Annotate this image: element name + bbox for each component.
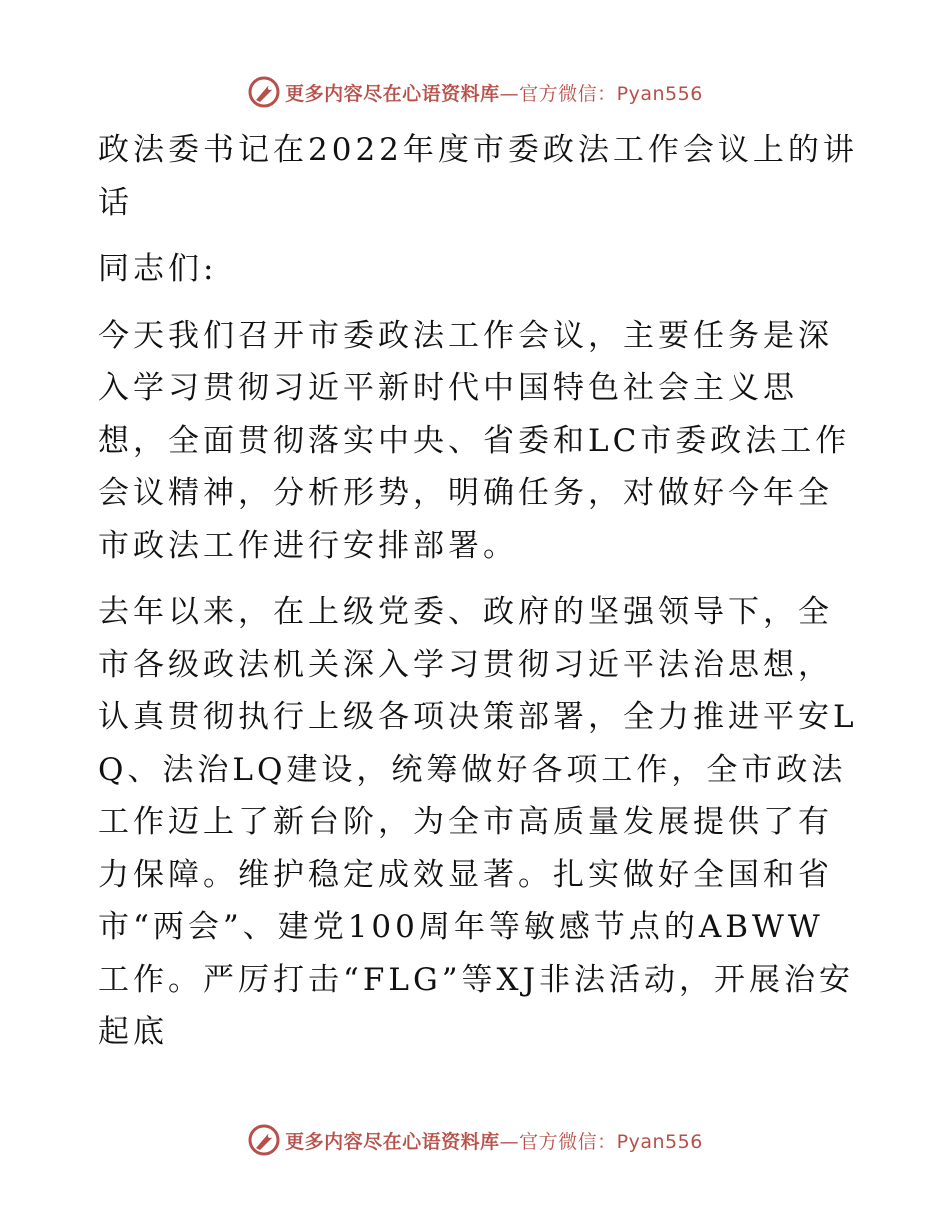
watermark-separator: — bbox=[499, 1130, 520, 1153]
watermark-text bbox=[285, 79, 703, 106]
watermark-suffix-text: 官方微信：Pyan556 bbox=[519, 82, 703, 105]
watermark-main-text: 更多内容尽在心语资料库 bbox=[285, 82, 500, 105]
paragraph-2: 去年以来，在上级党委、政府的坚强领导下，全市各级政法机关深入学习贯彻习近平法治思想，认真贯彻执行上级各项决策部署，全力推进平安LQ、法治LQ建设，统筹做好各项工作，全市政法工作迈上了新台阶，为全市高质量发展提供了有力保障。维护稳定成效显著。扎实做好全国和省市“两会”、建党100周年等敏感节点的ABWW工作。严厉打击“FLG”等XJ非法活动，开展治安起底 bbox=[98, 594, 858, 1050]
document-title: 政法委书记在2022年度市委政法工作会议上的讲话 bbox=[98, 132, 858, 221]
watermark-suffix-text: 官方微信：Pyan556 bbox=[519, 1130, 703, 1153]
watermark-separator: — bbox=[499, 82, 520, 105]
paragraph-1: 今天我们召开市委政法工作会议，主要任务是深入学习贯彻习近平新时代中国特色社会主义思想，全面贯彻落实中央、省委和LC市委政法工作会议精神，分析形势，明确任务，对做好今年全市政法工作进行安排部署。 bbox=[98, 317, 851, 564]
watermark-text bbox=[285, 1127, 703, 1154]
pen-nib-logo-icon bbox=[247, 1123, 281, 1157]
watermark-header bbox=[0, 72, 950, 112]
watermark-footer bbox=[0, 1120, 950, 1160]
document-body bbox=[98, 124, 858, 1073]
watermark-main-text: 更多内容尽在心语资料库 bbox=[285, 1130, 500, 1153]
pen-nib-logo-icon bbox=[247, 75, 281, 109]
salutation: 同志们: bbox=[98, 251, 218, 287]
